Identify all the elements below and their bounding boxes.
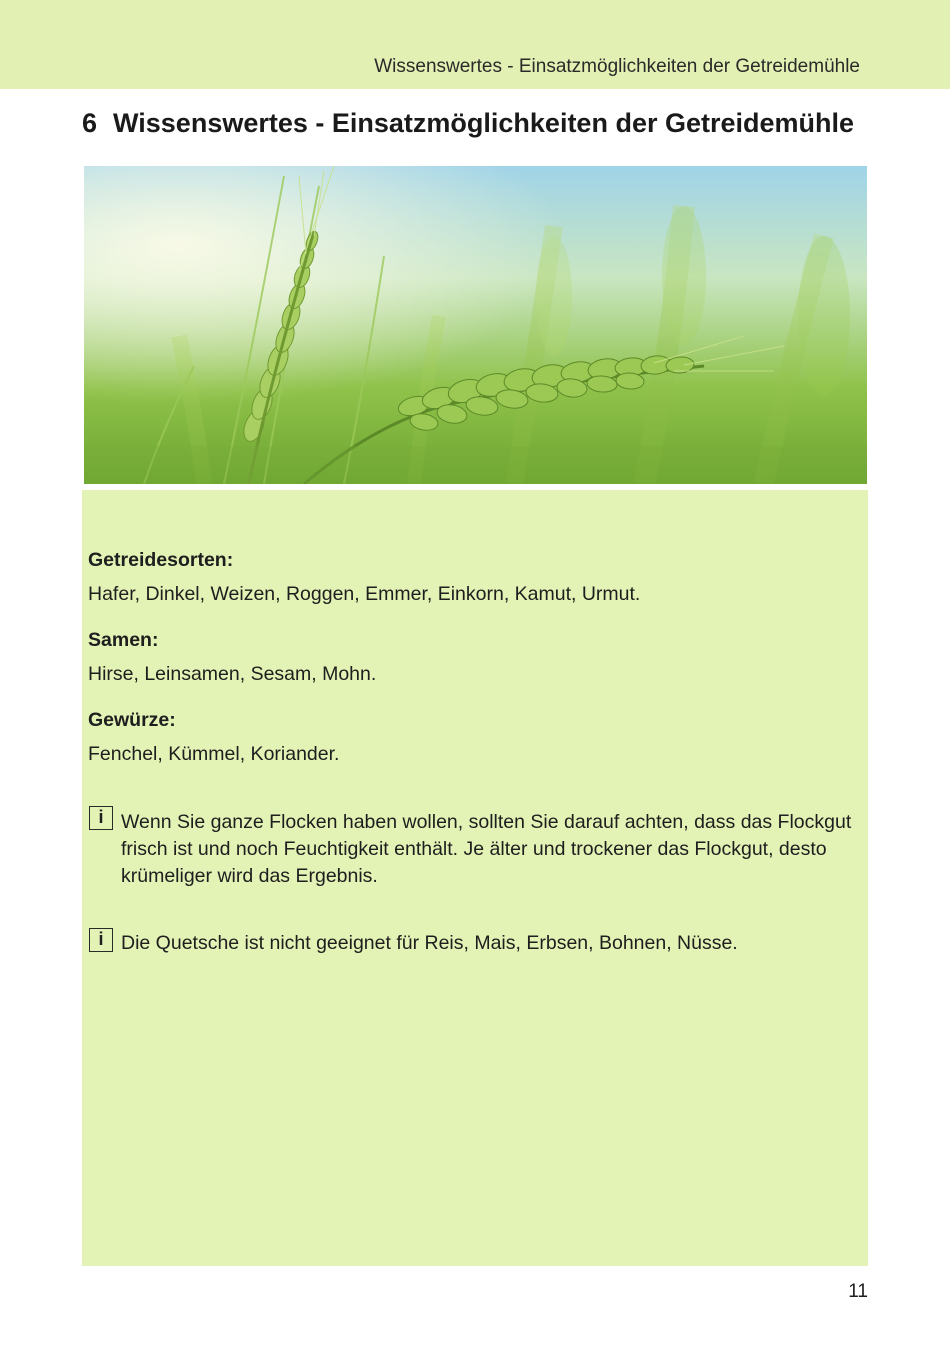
info-icon: i	[89, 928, 113, 952]
wheat-field-photo	[84, 166, 867, 484]
info-note-flocken: Wenn Sie ganze Flocken haben wollen, sollten Sie darauf achten, dass das Flockgut frisch ist und noch Feuchtigkeit enthält. Je älter und trockener das Flockgut, desto krümeliger wird das Ergebnis.	[121, 811, 852, 887]
header-band	[0, 0, 950, 89]
info-icon: i	[89, 806, 113, 830]
section-text-getreidesorten: Hafer, Dinkel, Weizen, Roggen, Emmer, Einkorn, Kamut, Urmut.	[88, 583, 641, 605]
chapter-number: 6	[82, 108, 98, 138]
section-label-samen: Samen:	[88, 629, 159, 651]
section-label-getreidesorten: Getreidesorten:	[88, 549, 234, 571]
chapter-title: Wissenswertes - Einsatzmöglichkeiten der Getreidemühle	[113, 108, 855, 138]
chapter-heading	[82, 108, 854, 139]
page-number: 11	[848, 1281, 868, 1302]
running-header-title: Wissenswertes - Einsatzmöglichkeiten der Getreidemühle	[374, 56, 860, 77]
section-label-gewuerze: Gewürze:	[88, 709, 176, 731]
section-text-gewuerze: Fenchel, Kümmel, Koriander.	[88, 743, 340, 765]
info-note-quetsche: Die Quetsche ist nicht geeignet für Reis, Mais, Erbsen, Bohnen, Nüsse.	[121, 932, 738, 954]
section-text-samen: Hirse, Leinsamen, Sesam, Mohn.	[88, 663, 377, 685]
